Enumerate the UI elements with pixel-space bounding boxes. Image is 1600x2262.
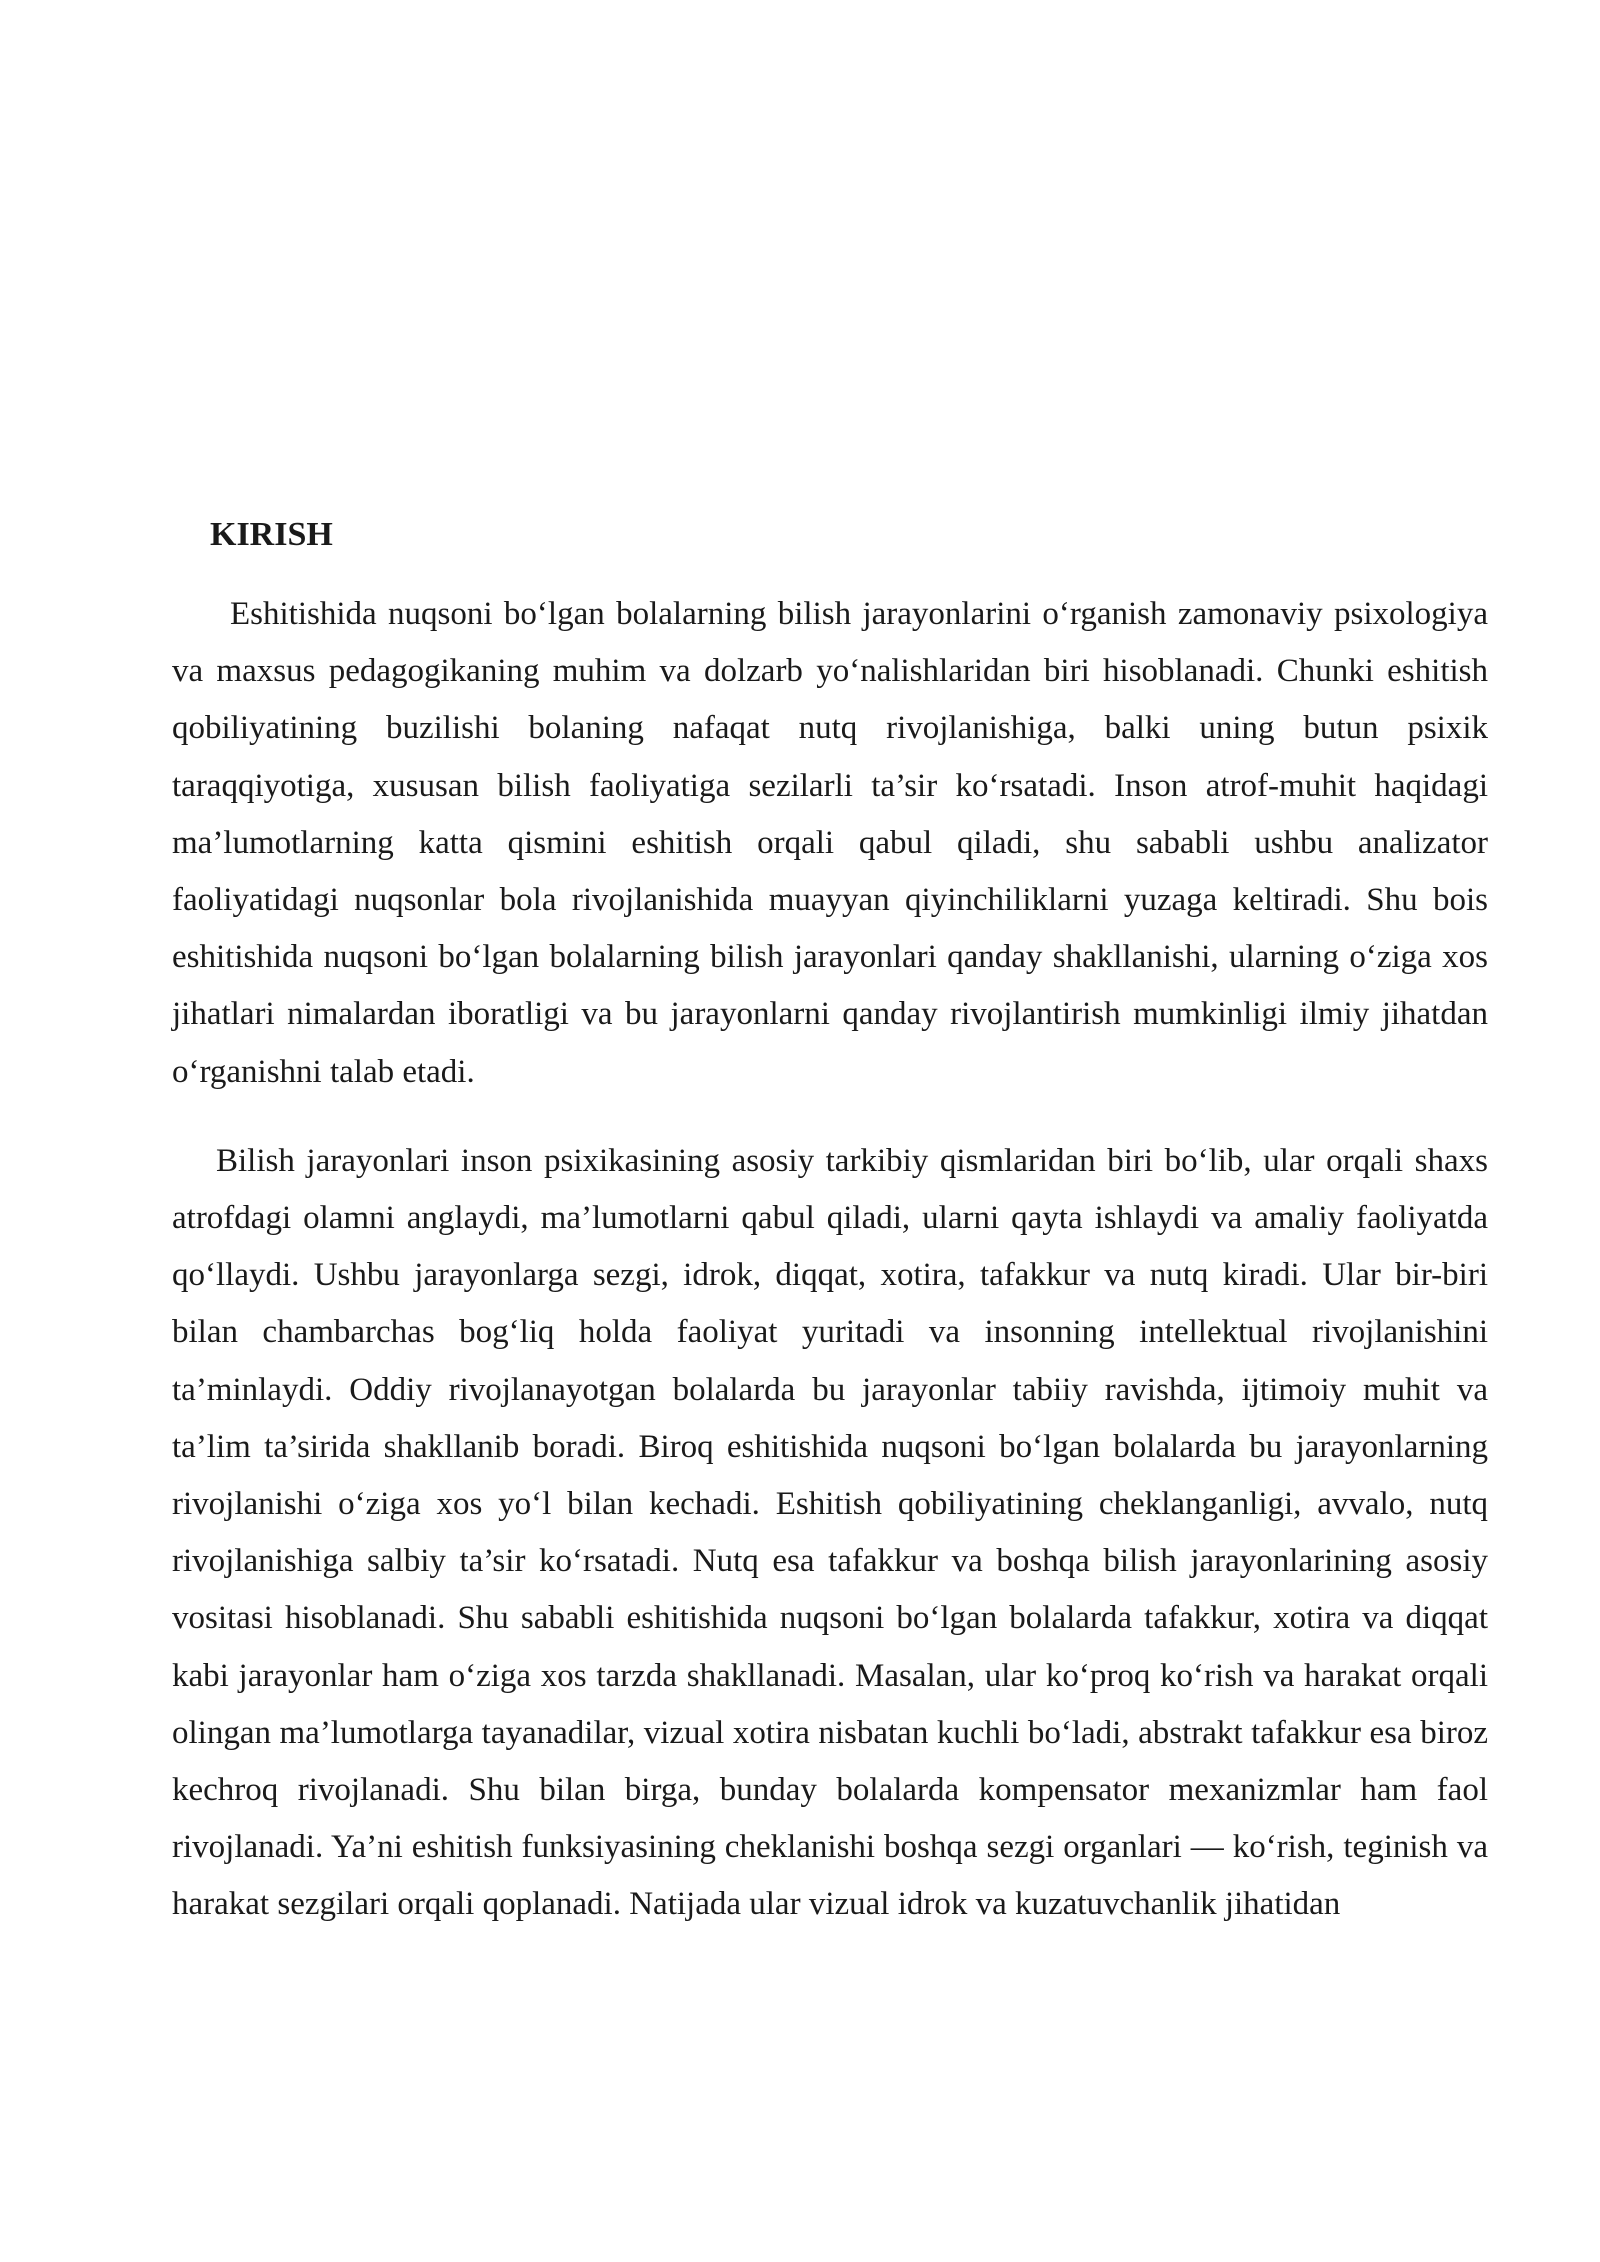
paragraph-2: Bilish jarayonlari inson psixikasining asosiy tarkibiy qismlaridan biri bo‘lib, ular orqali shaxs atrofdagi olamni anglaydi, ma’lumotlarni qabul qiladi, ularni qayta ishlaydi va amaliy faoliyatda qo‘llaydi. Ushbu jarayonlarga sezgi, idrok, diqqat, xotira, tafakkur va nutq kiradi. Ular bir-biri bilan chambarchas bog‘liq holda faoliyat yuritadi va insonning intellektual rivojlanishini ta’minlaydi. Oddiy rivojlanayotgan bolalarda bu jarayonlar tabiiy ravishda, ijtimoiy muhit va ta’lim ta’sirida shakllanib boradi. Biroq eshitishida nuqsoni bo‘lgan bolalarda bu jarayonlarning rivojlanishi o‘ziga xos yo‘l bilan kechadi. Eshitish qobiliyatining cheklanganligi, avvalo, nutq rivojlanishiga salbiy ta’sir ko‘rsatadi. Nutq esa tafakkur va boshqa bilish jarayonlarining asosiy vositasi hisoblanadi. Shu sababli eshitishida nuqsoni bo‘lgan bolalarda tafakkur, xotira va diqqat kabi jarayonlar ham o‘ziga xos tarzda shakllanadi. Masalan, ular ko‘proq ko‘rish va harakat orqali olingan ma’lumotlarga tayanadilar, vizual xotira nisbatan kuchli bo‘ladi, abstrakt tafakkur esa biroz kechroq rivojlanadi. Shu bilan birga, bunday bolalarda kompensator mexanizmlar ham faol rivojlanadi. Ya’ni eshitish funksiyasining cheklanishi boshqa sezgi organlari — ko‘rish, teginish va harakat sezgilari orqali qoplanadi. Natijada ular vizual idrok va kuzatuvchanlik jihatidan: [172, 1142, 1488, 1923]
section-heading: KIRISH: [210, 516, 333, 553]
document-body: [172, 510, 1488, 1934]
paragraph-1: Eshitishida nuqsoni bo‘lgan bolalarning bilish jarayonlarini o‘rganish zamonaviy psixologiya va maxsus pedagogikaning muhim va dolzarb yo‘nalishlaridan biri hisoblanadi. Chunki eshitish qobiliyatining buzilishi bolaning nafaqat nutq rivojlanishiga, balki uning butun psixik taraqqiyotiga, xususan bilish faoliyatiga sezilarli ta’sir ko‘rsatadi. Inson atrof-muhit haqidagi ma’lumotlarning katta qismini eshitish orqali qabul qiladi, shu sababli ushbu analizator faoliyatidagi nuqsonlar bola rivojlanishida muayyan qiyinchiliklarni yuzaga keltiradi. Shu bois eshitishida nuqsoni bo‘lgan bolalarning bilish jarayonlari qanday shakllanishi, ularning o‘ziga xos jihatlari nimalardan iboratligi va bu jarayonlarni qanday rivojlantirish mumkinligi ilmiy jihatdan o‘rganishni talab etadi.: [172, 596, 1488, 1090]
